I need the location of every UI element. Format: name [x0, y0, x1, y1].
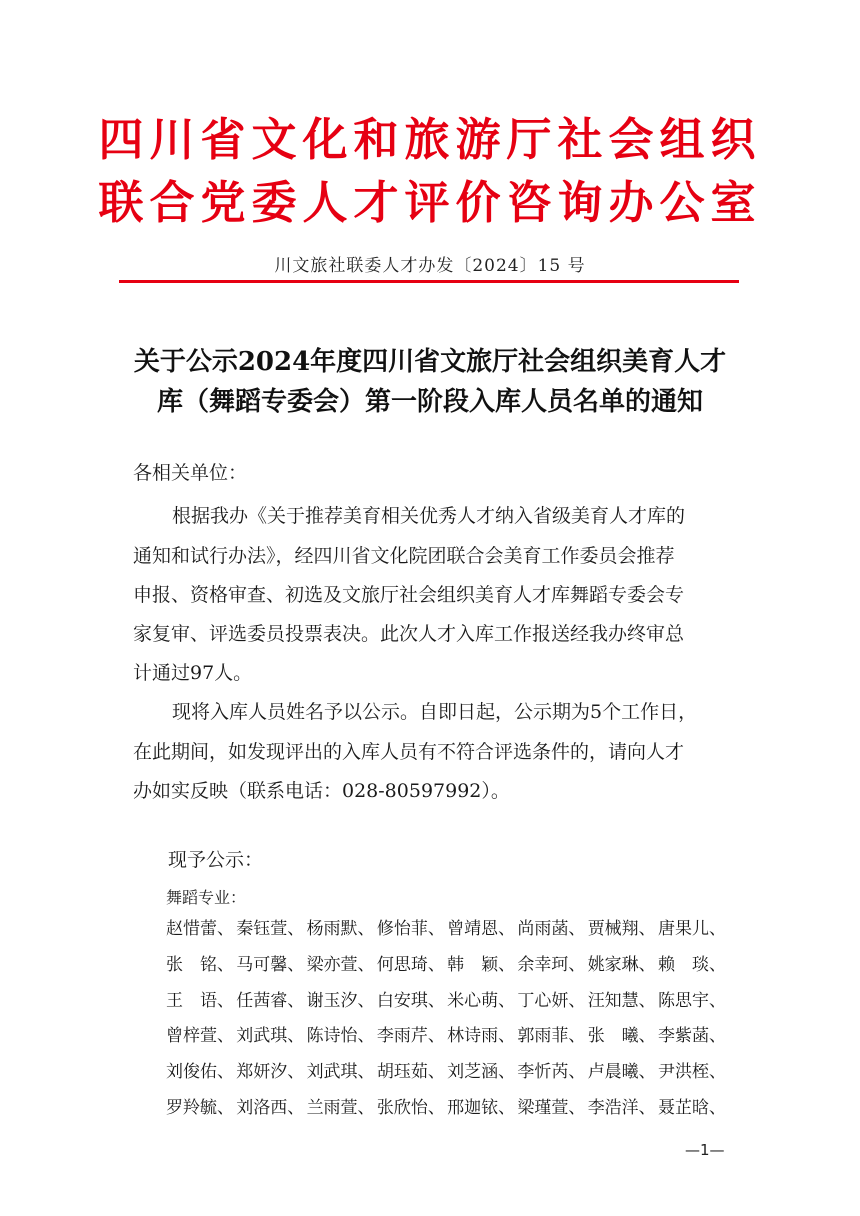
announce-label: 现予公示： — [168, 849, 264, 871]
name-row — [166, 986, 726, 1011]
name-entry: 刘芝涵、 — [447, 1062, 516, 1082]
salutation: 各相关单位： — [133, 462, 248, 484]
name-entry: 刘洛西、 — [236, 1098, 305, 1118]
name-entry: 任茜睿、 — [236, 991, 305, 1011]
name-entry: 赖 琰、 — [657, 955, 726, 975]
paragraph-1-line: 根据我办《关于推荐美育相关优秀人才纳入省级美育人才库的 — [172, 505, 686, 527]
name-entry: 贾械翔、 — [587, 919, 656, 939]
name-row — [166, 950, 726, 975]
name-entry: 邢迦铱、 — [447, 1098, 516, 1118]
issuer-name-line-2: 联合党委人才评价咨询办公室 — [98, 176, 762, 229]
paragraph-1-line: 申报、资格审查、初选及文旅厅社会组织美育人才库舞蹈专委会专 — [133, 584, 685, 606]
name-entry: 胡珏茹、 — [376, 1062, 445, 1082]
name-entry: 曾靖恩、 — [447, 919, 516, 939]
name-entry: 梁亦萱、 — [306, 955, 375, 975]
name-entry: 米心萌、 — [447, 991, 516, 1011]
name-entry: 陈诗怡、 — [306, 1026, 375, 1046]
paragraph-1-line: 家复审、评选委员投票表决。此次人才入库工作报送经我办终审总 — [133, 623, 685, 645]
category-label: 舞蹈专业： — [166, 888, 247, 907]
red-divider-line — [119, 280, 739, 283]
name-entry: 兰雨萱、 — [306, 1098, 375, 1118]
name-entry: 修怡菲、 — [376, 919, 445, 939]
document-number: 川文旅社联委人才办发〔2024〕15 号 — [274, 256, 586, 276]
name-entry: 郭雨菲、 — [517, 1026, 586, 1046]
name-entry: 张 铭、 — [166, 955, 234, 975]
name-entry: 刘武琪、 — [306, 1062, 375, 1082]
name-entry: 唐果儿、 — [657, 919, 726, 939]
paragraph-2-line: 在此期间，如发现评出的入库人员有不符合评选条件的，请向人才 — [133, 741, 685, 763]
name-entry: 张欣怡、 — [376, 1098, 445, 1118]
name-entry: 余幸珂、 — [517, 955, 586, 975]
name-entry: 何思琦、 — [376, 955, 445, 975]
name-entry: 李忻芮、 — [517, 1062, 586, 1082]
document-title-line-1: 关于公示2024年度四川省文旅厅社会组织美育人才 — [133, 347, 727, 377]
name-entry: 秦钰萱、 — [236, 919, 305, 939]
name-entry: 杨雨默、 — [306, 919, 375, 939]
name-entry: 白安琪、 — [376, 991, 445, 1011]
name-row — [166, 1057, 726, 1082]
page-number: —1— — [685, 1141, 725, 1159]
name-entry: 刘俊佑、 — [166, 1062, 234, 1082]
name-entry: 尹洪桎、 — [657, 1062, 726, 1082]
name-entry: 李浩洋、 — [587, 1098, 656, 1118]
paragraph-2-line: 办如实反映（联系电话：028-80597992）。 — [133, 780, 510, 802]
name-entry: 曾梓萱、 — [166, 1026, 234, 1046]
name-row — [166, 1093, 726, 1118]
name-entry: 马可馨、 — [236, 955, 305, 975]
name-entry: 韩 颖、 — [447, 955, 516, 975]
name-entry: 丁心妍、 — [517, 991, 586, 1011]
paragraph-2-line: 现将入库人员姓名予以公示。自即日起，公示期为5个工作日， — [172, 701, 698, 723]
name-entry: 汪知慧、 — [587, 991, 656, 1011]
document-title-line-2: 库（舞蹈专委会）第一阶段入库人员名单的通知 — [156, 387, 703, 417]
name-entry: 刘武琪、 — [236, 1026, 305, 1046]
name-entry: 姚家琳、 — [587, 955, 656, 975]
name-entry: 谢玉汐、 — [306, 991, 375, 1011]
name-entry: 林诗雨、 — [447, 1026, 516, 1046]
name-entry: 梁瑾萱、 — [517, 1098, 586, 1118]
name-row — [166, 1021, 726, 1046]
name-entry: 罗羚毓、 — [166, 1098, 234, 1118]
name-entry: 陈思宇、 — [657, 991, 726, 1011]
name-entry: 赵惜蕾、 — [166, 919, 234, 939]
name-row — [166, 914, 726, 939]
paragraph-1-line: 计通过97人。 — [133, 662, 253, 684]
name-entry: 卢晨曦、 — [587, 1062, 656, 1082]
name-entry: 郑妍汐、 — [236, 1062, 305, 1082]
paragraph-1-line: 通知和试行办法》，经四川省文化院团联合会美育工作委员会推荐 — [133, 545, 675, 567]
name-entry: 李紫菡、 — [657, 1026, 726, 1046]
name-entry: 李雨芹、 — [376, 1026, 445, 1046]
name-entry: 聂芷晗、 — [657, 1098, 726, 1118]
name-entry: 尚雨菡、 — [517, 919, 586, 939]
name-entry: 王 语、 — [166, 991, 234, 1011]
name-entry: 张 曦、 — [587, 1026, 656, 1046]
issuer-name-line-1: 四川省文化和旅游厅社会组织 — [98, 113, 762, 166]
